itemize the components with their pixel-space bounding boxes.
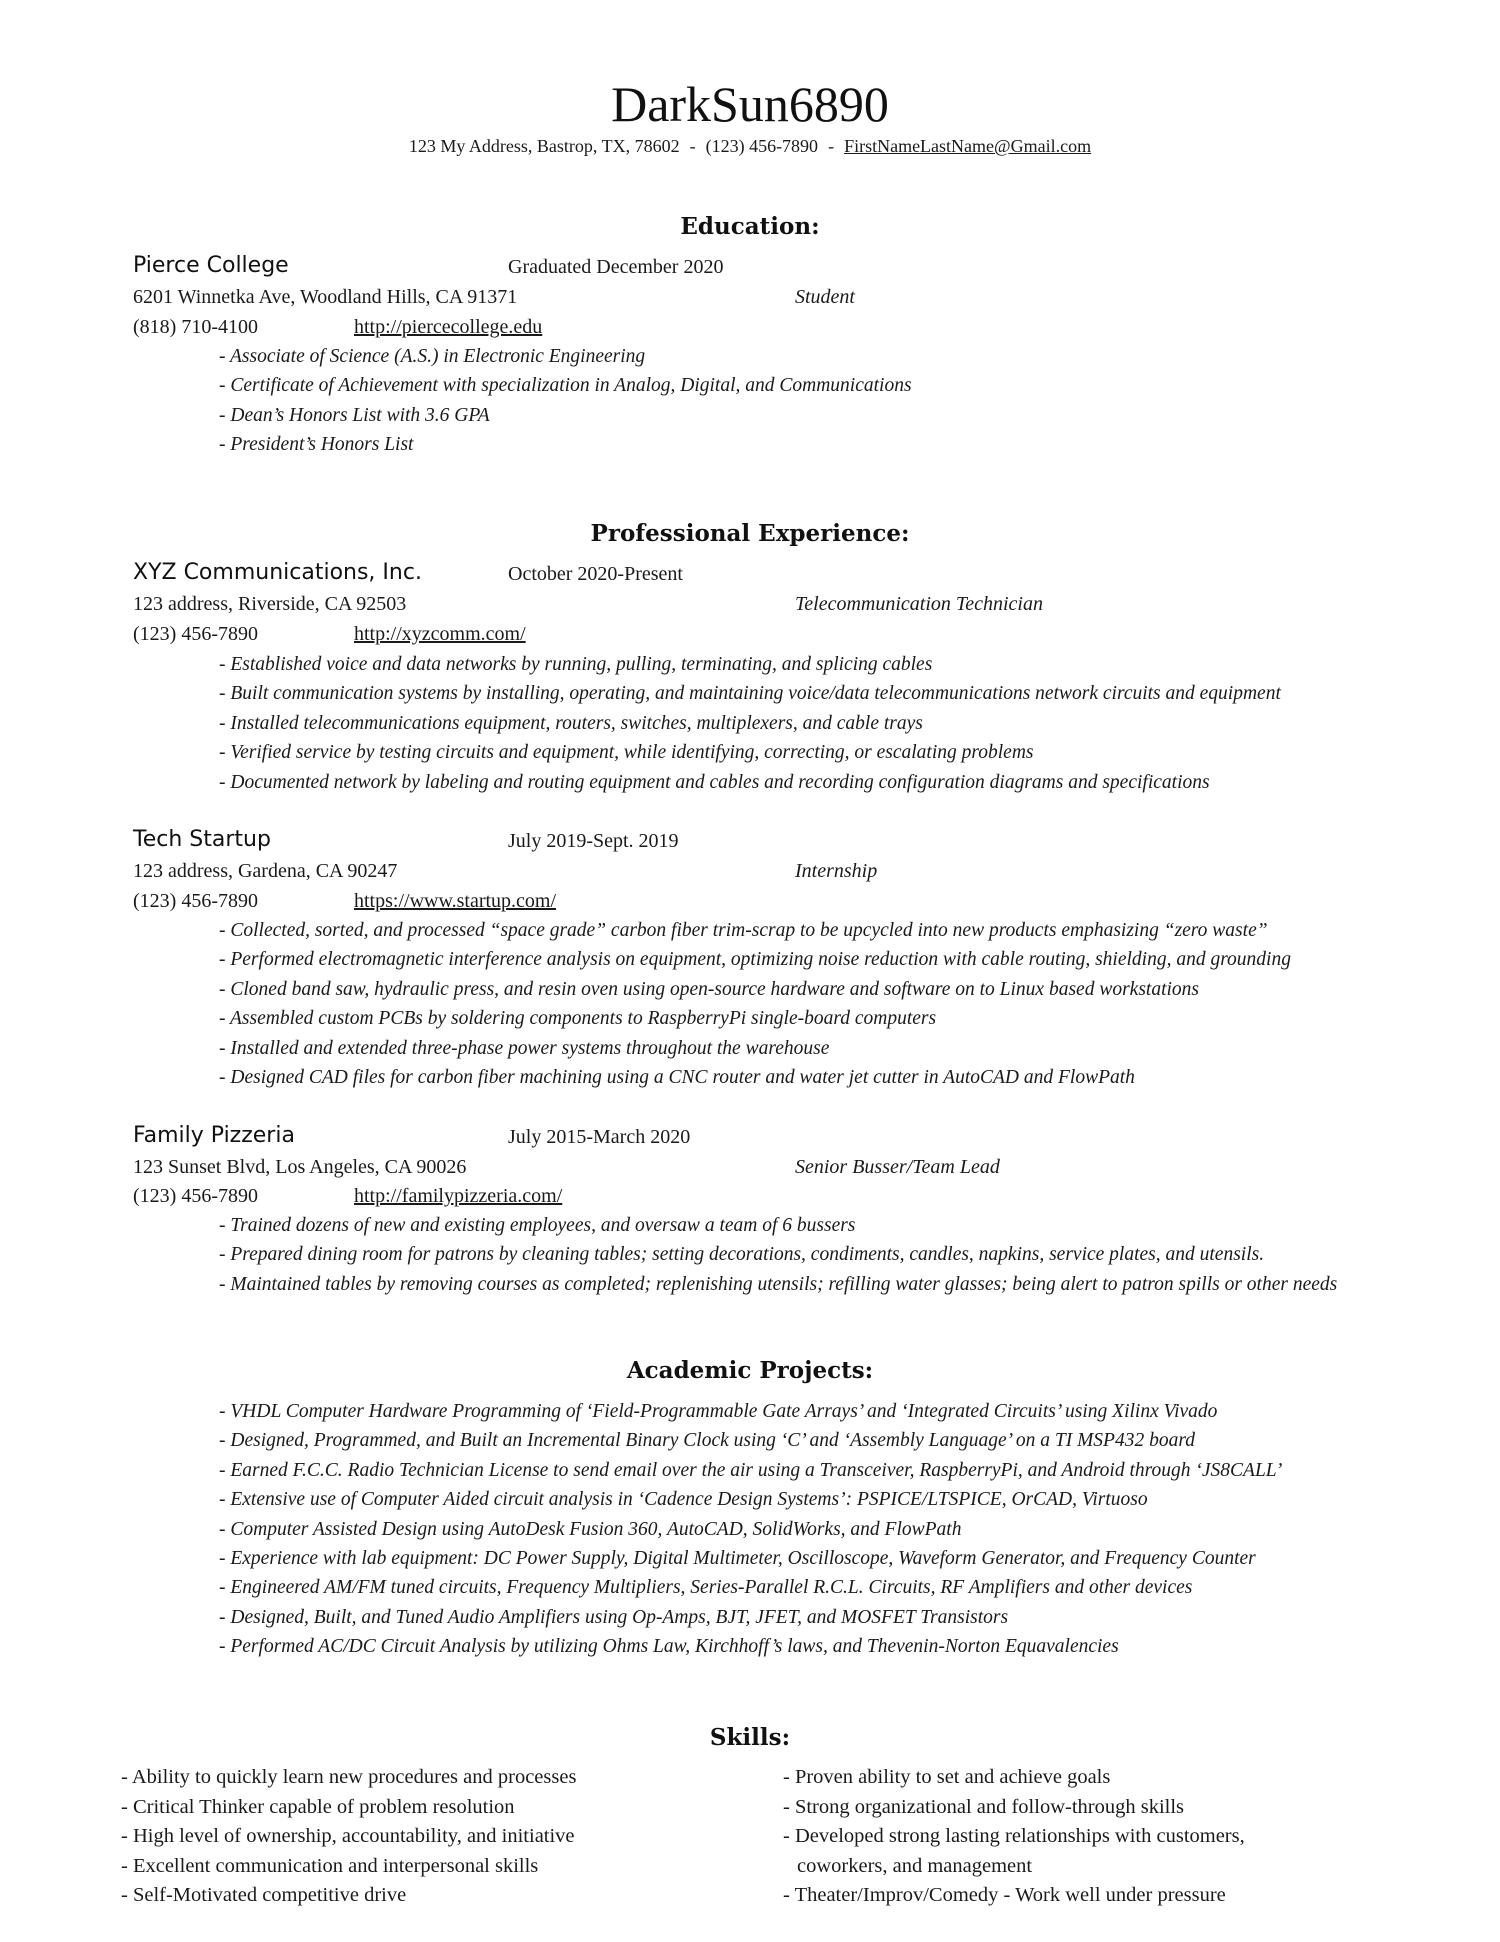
contact-address: 123 My Address, Bastrop, TX, 78602 — [408, 136, 680, 156]
bullet-item: - Assembled custom PCBs by soldering components to RaspberryPi single-board computers — [219, 1008, 937, 1030]
contact-line — [0, 134, 1500, 158]
skill-item: - Strong organizational and follow-through skills — [783, 1795, 1185, 1818]
entry-date: July 2019-Sept. 2019 — [508, 830, 679, 852]
entry-name: Pierce College — [133, 253, 289, 278]
bullet-item: - Certificate of Achievement with specialization in Analog, Digital, and Communications — [219, 375, 912, 397]
entry-date: October 2020-Present — [508, 563, 683, 585]
bullet-item: - President’s Honors List — [219, 434, 414, 456]
experience-heading: Professional Experience: — [590, 520, 910, 547]
contact-phone: (123) 456-7890 — [705, 136, 819, 156]
entry-bullet-list — [219, 342, 912, 460]
bullet-item: - Extensive use of Computer Aided circuit analysis in ‘Cadence Design Systems’: PSPICE/LTSPICE, OrCAD, Virtuoso — [219, 1489, 1148, 1511]
bullet-item: - Verified service by testing circuits and equipment, while identifying, correcting, or escalating problems — [219, 742, 1034, 764]
skill-item: - Excellent communication and interpersonal skills — [121, 1854, 539, 1877]
entry-name: Family Pizzeria — [133, 1123, 295, 1148]
entry-phone: (123) 456-7890 — [133, 623, 258, 645]
skill-item-continuation: coworkers, and management — [797, 1854, 1033, 1877]
skill-item: - Developed strong lasting relationships with customers, — [783, 1825, 1245, 1848]
skills-heading: Skills: — [709, 1724, 791, 1751]
entry-bullet-list — [219, 650, 1281, 797]
bullet-item: - Established voice and data networks by running, pulling, terminating, and splicing cables — [219, 654, 933, 675]
entry-phone: (123) 456-7890 — [133, 890, 258, 912]
entry-role: Telecommunication Technician — [795, 593, 1043, 615]
projects-heading: Academic Projects: — [626, 1357, 874, 1384]
skill-item: - Proven ability to set and achieve goals — [783, 1766, 1111, 1788]
bullet-item: - Designed, Programmed, and Built an Incremental Binary Clock using ‘C’ and ‘Assembly Language’ on a TI MSP432 board — [219, 1430, 1195, 1452]
bullet-item: - Built communication systems by installing, operating, and maintaining voice/data telecommunications network circuits and equipment — [219, 683, 1281, 705]
entry-address: 6201 Winnetka Ave, Woodland Hills, CA 91371 — [133, 286, 518, 308]
skill-item: - High level of ownership, accountability, and initiative — [121, 1825, 575, 1848]
bullet-item: - Performed electromagnetic interference analysis on equipment, optimizing noise reduction with cable routing, shielding, and grounding — [219, 949, 1291, 971]
entry-website-link[interactable]: http://familypizzeria.com/ — [354, 1185, 563, 1207]
entry-role: Student — [795, 286, 855, 308]
entry-address: 123 address, Gardena, CA 90247 — [133, 860, 398, 882]
skill-item: - Theater/Improv/Comedy - Work well under pressure — [783, 1884, 1226, 1907]
skills-right-column — [783, 1763, 1245, 1911]
bullet-item: - Maintained tables by removing courses as completed; replenishing utensils; refilling water glasses; being alert to patron spills or other needs — [219, 1273, 1338, 1295]
contact-separator: - — [828, 136, 835, 156]
bullet-item: - Designed, Built, and Tuned Audio Amplifiers using Op-Amps, BJT, JFET, and MOSFET Transistors — [219, 1606, 1009, 1628]
bullet-item: - Dean’s Honors List with 3.6 GPA — [219, 404, 490, 426]
education-heading: Education: — [680, 213, 820, 240]
skills-left-column — [121, 1763, 576, 1911]
entry-address: 123 Sunset Blvd, Los Angeles, CA 90026 — [133, 1156, 467, 1178]
bullet-item: - Prepared dining room for patrons by cleaning tables; setting decorations, condiments, candles, napkins, service plates, and utensils. — [219, 1244, 1265, 1266]
skill-item: - Critical Thinker capable of problem resolution — [121, 1795, 515, 1818]
contact-email-link[interactable]: FirstNameLastName@Gmail.com — [844, 136, 1092, 156]
bullet-item: - Trained dozens of new and existing employees, and oversaw a team of 6 bussers — [219, 1215, 856, 1236]
entry-website-link[interactable]: https://www.startup.com/ — [354, 890, 557, 912]
entry-website-link[interactable]: http://xyzcomm.com/ — [354, 623, 526, 645]
bullet-item: - Documented network by labeling and routing equipment and cables and recording configuration diagrams and specifications — [219, 771, 1210, 793]
entry-role: Internship — [795, 860, 878, 882]
skill-item: - Ability to quickly learn new procedures and processes — [121, 1766, 577, 1788]
bullet-item: - Collected, sorted, and processed “space grade” carbon fiber trim-scrap to be upcycled into new products emphasizing “zero waste” — [219, 920, 1268, 941]
bullet-item: - Associate of Science (A.S.) in Electronic Engineering — [219, 346, 646, 367]
bullet-item: - Installed and extended three-phase power systems throughout the warehouse — [219, 1037, 830, 1059]
bullet-item: - Installed telecommunications equipment, routers, switches, multiplexers, and cable trays — [219, 712, 923, 734]
entry-date: Graduated December 2020 — [508, 256, 724, 278]
entry-bullet-list — [219, 1211, 1337, 1299]
bullet-item: - Performed AC/DC Circuit Analysis by utilizing Ohms Law, Kirchhoff’s laws, and Thevenin-Norton Equavalencies — [219, 1636, 1119, 1658]
entry-role: Senior Busser/Team Lead — [795, 1156, 1000, 1178]
bullet-item: - Cloned band saw, hydraulic press, and resin oven using open-source hardware and software on to Linux based workstations — [219, 978, 1200, 1000]
projects-bullet-list — [219, 1397, 1282, 1662]
entry-name: XYZ Communications, Inc. — [133, 560, 422, 585]
entry-phone: (818) 710-4100 — [133, 316, 258, 338]
bullet-item: - Engineered AM/FM tuned circuits, Frequency Multipliers, Series-Parallel R.C.L. Circuits, RF Amplifiers and other devices — [219, 1577, 1193, 1599]
entry-bullet-list — [219, 916, 1291, 1092]
resume-name: DarkSun6890 — [611, 76, 889, 132]
bullet-item: - VHDL Computer Hardware Programming of ‘Field-Programmable Gate Arrays’ and ‘Integrated Circuits’ using Xilinx Vivado — [219, 1401, 1218, 1422]
entry-address: 123 address, Riverside, CA 92503 — [133, 593, 407, 615]
bullet-item: - Experience with lab equipment: DC Power Supply, Digital Multimeter, Oscilloscope, Waveform Generator, and Frequency Counter — [219, 1547, 1256, 1569]
contact-separator: - — [689, 136, 696, 156]
skill-item: - Self-Motivated competitive drive — [121, 1884, 407, 1907]
entry-phone: (123) 456-7890 — [133, 1185, 258, 1207]
entry-date: July 2015-March 2020 — [508, 1126, 691, 1148]
entry-website-link[interactable]: http://piercecollege.edu — [354, 316, 543, 338]
bullet-item: - Earned F.C.C. Radio Technician License to send email over the air using a Transceiver, RaspberryPi, and Android through ‘JS8CALL’ — [219, 1459, 1283, 1481]
entry-name: Tech Startup — [133, 827, 271, 852]
bullet-item: - Computer Assisted Design using AutoDesk Fusion 360, AutoCAD, SolidWorks, and FlowPath — [219, 1518, 962, 1540]
bullet-item: - Designed CAD files for carbon fiber machining using a CNC router and water jet cutter in AutoCAD and FlowPath — [219, 1066, 1135, 1088]
